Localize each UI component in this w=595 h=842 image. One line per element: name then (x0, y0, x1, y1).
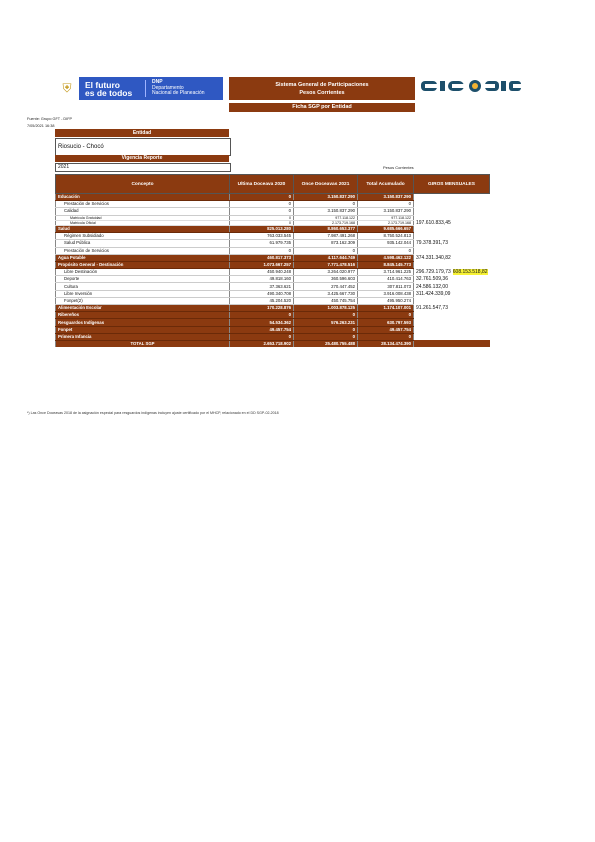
amount-cell: 450.940.248 (230, 269, 294, 276)
concept-cell: Salud (56, 225, 230, 232)
amount-cell: 763.033.545 (230, 233, 294, 240)
dnp-line2: Departamento (152, 84, 184, 91)
giro-cell (414, 269, 490, 276)
amount-cell: 7.771.478.516 (294, 261, 358, 268)
concept-cell: Resguardos Indígenas (56, 319, 230, 326)
concept-cell: Fonpet (56, 326, 230, 333)
amount-cell: 0 (230, 247, 294, 254)
giro-cell (414, 340, 490, 347)
amount-cell: 450.745.754 (294, 297, 358, 304)
table-row (56, 340, 490, 347)
table-row (56, 312, 490, 319)
slogan-line2: es de todos (85, 87, 133, 98)
concept-cell: Ribereños (56, 312, 230, 319)
amount-cell: 0 (294, 247, 358, 254)
table-row (56, 283, 490, 290)
amount-cell: 3.150.837.290 (358, 208, 414, 215)
concept-cell: Prestación de Servicios (56, 201, 230, 208)
amount-cell: 360.596.603 (294, 276, 358, 283)
amount-cell: 410.414.763 (358, 276, 414, 283)
amount-cell: 0 (230, 215, 294, 220)
amount-cell: 3.916.008.438 (358, 290, 414, 297)
amount-cell: 3.150.837.290 (294, 194, 358, 201)
vigencia-value: 2021 (55, 163, 231, 172)
amount-cell: 935.142.044 (358, 240, 414, 247)
table-row (56, 261, 490, 268)
vigencia-label: Vigencia Reporte (55, 155, 229, 162)
table-row (56, 201, 490, 208)
table-row (56, 194, 490, 201)
amount-cell: 25.480.755.488 (294, 340, 358, 347)
title-line1: Sistema General de Participaciones (275, 81, 369, 88)
concept-cell: Libre Inversión (56, 290, 230, 297)
currency-note: Pesos Corrientes (383, 165, 414, 170)
concept-cell: Régimen Subsidiado (56, 233, 230, 240)
amount-cell: 3.264.020.977 (294, 269, 358, 276)
amount-cell: 0 (230, 208, 294, 215)
column-header: Ultima Doceava 2020 (230, 175, 294, 194)
concept-cell: Alimentación Escolar (56, 305, 230, 312)
column-header: GIROS MENSUALES (414, 175, 490, 194)
amount-cell: 0 (294, 201, 358, 208)
amount-cell: 61.979.735 (230, 240, 294, 247)
table-row (56, 240, 490, 247)
amount-cell: 0 (230, 312, 294, 319)
amount-cell: 54.534.362 (230, 319, 294, 326)
source-note: Fuente: Grupo GFT - DIFP (27, 117, 73, 121)
concept-cell: Agua Potable (56, 254, 230, 261)
amount-cell: 3.425.667.730 (294, 290, 358, 297)
amount-cell: 7.987.491.268 (294, 233, 358, 240)
giro-cell (414, 240, 490, 247)
giro-highlight-value: 608.153.518,82 (452, 269, 488, 276)
concept-cell: Matrícula Oficial (56, 220, 230, 225)
table-row (56, 305, 490, 312)
concept-cell: Calidad (56, 208, 230, 215)
amount-cell: 9.685.666.657 (358, 225, 414, 232)
amount-cell: 28.134.474.390 (358, 340, 414, 347)
giro-value: 91.261.547,73 (416, 305, 448, 312)
table-row (56, 233, 490, 240)
table-row (56, 333, 490, 340)
giro-value: 24.586.132,00 (416, 283, 448, 290)
concept-cell: Salud Pública (56, 240, 230, 247)
concept-cell: Cultura (56, 283, 230, 290)
amount-cell: 45.204.520 (230, 297, 294, 304)
amount-cell: 495.950.274 (358, 297, 414, 304)
table-row (56, 225, 490, 232)
report-title (229, 77, 415, 100)
giro-cell (414, 333, 490, 340)
dnp-logo (145, 80, 205, 97)
sicodis-logo (421, 78, 521, 94)
giro-cell (414, 290, 490, 297)
amount-cell: 0 (230, 194, 294, 201)
amount-cell: 3.714.961.225 (358, 269, 414, 276)
giro-value: 197.610.833,45 (416, 220, 451, 226)
amount-cell: 490.340.708 (230, 290, 294, 297)
amount-cell: 630.797.593 (358, 319, 414, 326)
table-row (56, 326, 490, 333)
amount-cell: 0 (230, 220, 294, 225)
table-row (56, 276, 490, 283)
concept-cell: Primera Infancia (56, 333, 230, 340)
concept-cell: Libre Destinación (56, 269, 230, 276)
giro-value: 79.378.391,73 (416, 240, 448, 247)
giro-value: 32.761.509,36 (416, 276, 448, 283)
amount-cell: 0 (294, 326, 358, 333)
amount-cell: 49.818.160 (230, 276, 294, 283)
amount-cell: 460.817.373 (230, 254, 294, 261)
table-row (56, 254, 490, 261)
amount-cell: 2.653.718.902 (230, 340, 294, 347)
giro-cell (414, 319, 490, 326)
table-row (56, 269, 490, 276)
concept-cell: Educación (56, 194, 230, 201)
amount-cell: 0 (358, 333, 414, 340)
giro-cell (414, 194, 490, 201)
amount-cell: 0 (230, 201, 294, 208)
dnp-line3: Nacional de Planeación (152, 90, 205, 97)
amount-cell: 8.750.524.813 (358, 233, 414, 240)
giro-cell (414, 305, 490, 312)
concept-cell: Deporte (56, 276, 230, 283)
giro-cell (414, 261, 490, 268)
amount-cell: 0 (294, 333, 358, 340)
government-logo (55, 77, 223, 100)
amount-cell: 49.457.754 (358, 326, 414, 333)
amount-cell: 0 (358, 312, 414, 319)
concept-cell: Fonpet(2) (56, 297, 230, 304)
table-row (56, 247, 490, 254)
amount-cell: 576.263.231 (294, 319, 358, 326)
amount-cell: 977.118.122 (358, 215, 414, 220)
amount-cell: 49.457.754 (230, 326, 294, 333)
giro-cell (414, 283, 490, 290)
giro-value: 296.729.179,73 (416, 269, 451, 276)
amount-cell: 1.003.878.125 (294, 305, 358, 312)
table-row (56, 319, 490, 326)
sgp-table (55, 174, 490, 347)
giro-cell (414, 233, 490, 240)
colombia-crest-icon: ⛨ (55, 77, 79, 100)
table-row (56, 208, 490, 215)
amount-cell: 4.117.644.749 (294, 254, 358, 261)
report-subtitle: Ficha SGP por Entidad (229, 103, 415, 112)
report-date: 7/05/2021 16:38 (27, 124, 55, 128)
entity-value: Riosucio - Chocó (55, 138, 231, 156)
concept-cell: Propósito General - Destinación (56, 261, 230, 268)
amount-cell: 977.118.122 (294, 215, 358, 220)
giro-cell (414, 247, 490, 254)
amount-cell: 825.013.280 (230, 225, 294, 232)
amount-cell: 2.173.719.168 (358, 220, 414, 225)
amount-cell: 873.162.309 (294, 240, 358, 247)
amount-cell: 2.173.719.168 (294, 220, 358, 225)
slogan-line1: El futuro (85, 79, 120, 90)
column-header: Concepto (56, 175, 230, 194)
amount-cell: 1.073.667.257 (230, 261, 294, 268)
giro-cell (414, 208, 490, 215)
amount-cell: 3.150.837.290 (294, 208, 358, 215)
giro-cell (414, 297, 490, 304)
concept-cell: Prestación de Servicios (56, 247, 230, 254)
giro-cell (414, 225, 490, 232)
amount-cell: 0 (358, 201, 414, 208)
amount-cell: 0 (358, 247, 414, 254)
giro-value: 374.331.340,82 (416, 254, 451, 261)
amount-cell: 8.860.653.377 (294, 225, 358, 232)
giro-cell (414, 326, 490, 333)
giro-cell (414, 201, 490, 208)
amount-cell: 8.845.145.773 (358, 261, 414, 268)
amount-cell: 0 (230, 333, 294, 340)
amount-cell: 1.174.107.001 (358, 305, 414, 312)
amount-cell: 270.447.452 (294, 283, 358, 290)
column-header: Once Doceavas 2021 (294, 175, 358, 194)
giro-cell (414, 312, 490, 319)
dnp-line1: DNP (152, 79, 163, 86)
amount-cell: 4.598.462.122 (358, 254, 414, 261)
footnote: *) Las Once Doceavas 2018 de la asignación especial para resguardos indígenas incluyen ajuste certificado por el MHCP, relacionado en el DD SGP-02-2018 (27, 411, 279, 415)
amount-cell: 3.150.837.290 (358, 194, 414, 201)
amount-cell: 37.363.621 (230, 283, 294, 290)
concept-cell: TOTAL SGP (56, 340, 230, 347)
column-header: Total Acumulado (358, 175, 414, 194)
amount-cell: 0 (294, 312, 358, 319)
concept-cell: Matrícula Gratuidad (56, 215, 230, 220)
giro-cell (414, 254, 490, 261)
amount-cell: 170.228.876 (230, 305, 294, 312)
giro-value: 311.424.339,09 (416, 290, 451, 297)
entity-label: Entidad (55, 129, 229, 137)
giro-cell (414, 276, 490, 283)
slogan (79, 81, 145, 97)
table-row (56, 290, 490, 297)
title-line2: Pesos Corrientes (299, 89, 345, 96)
amount-cell: 307.811.073 (358, 283, 414, 290)
table-header-row (56, 175, 490, 194)
table-row (56, 297, 490, 304)
